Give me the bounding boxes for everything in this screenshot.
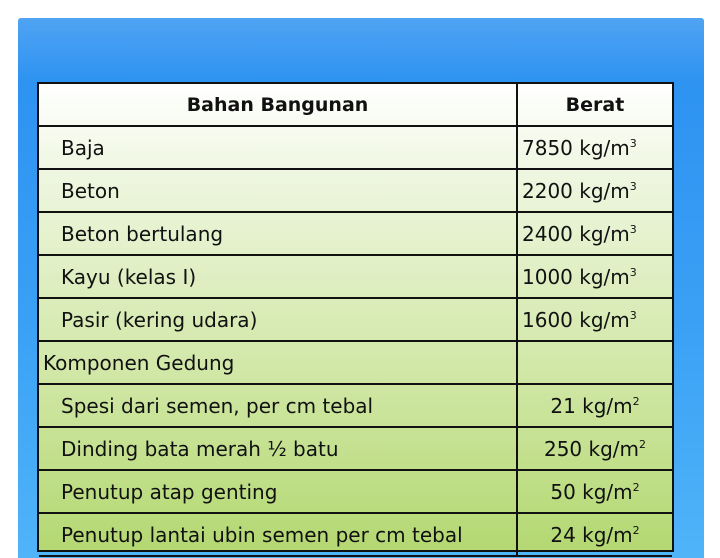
component-name: Penutup atap genting [39, 470, 517, 513]
component-name: Dinding bata merah ½ batu [39, 427, 517, 470]
material-name: Beton bertulang [39, 212, 517, 255]
table-row [39, 169, 672, 212]
header-weight: Berat [517, 84, 672, 126]
weight-table-grid [39, 84, 672, 557]
component-name: Penutup lantai ubin semen per cm tebal [39, 513, 517, 556]
table-row [39, 470, 672, 513]
table-row [39, 212, 672, 255]
component-weight: 50 $kg/m^2$ [517, 470, 672, 513]
material-name: Beton [39, 169, 517, 212]
material-name: Pasir (kering udara) [39, 298, 517, 341]
material-weight: 7850 $kg/m^3$ [517, 126, 672, 169]
component-weight: 21 $kg/m^2$ [517, 384, 672, 427]
material-weight: 2200 $kg/m^3$ [517, 169, 672, 212]
material-name: Kayu (kelas I) [39, 255, 517, 298]
table-row [39, 255, 672, 298]
material-weight: 1000 $kg/m^3$ [517, 255, 672, 298]
table-row [39, 126, 672, 169]
header-material: Bahan Bangunan [39, 84, 517, 126]
group-header-row [39, 341, 672, 384]
table-row [39, 513, 672, 556]
component-weight: 24 $kg/m^2$ [517, 513, 672, 556]
table-header-row [39, 84, 672, 126]
group-empty-cell [517, 341, 672, 384]
panel-highlight [18, 18, 704, 82]
material-weight-table [37, 82, 674, 552]
table-row [39, 427, 672, 470]
material-weight: 1600 $kg/m^3$ [517, 298, 672, 341]
material-name: Baja [39, 126, 517, 169]
component-name: Spesi dari semen, per cm tebal [39, 384, 517, 427]
group-label: Komponen Gedung [39, 341, 517, 384]
material-weight: 2400 $kg/m^3$ [517, 212, 672, 255]
table-row [39, 384, 672, 427]
component-weight: 250 $kg/m^2$ [517, 427, 672, 470]
table-row [39, 298, 672, 341]
